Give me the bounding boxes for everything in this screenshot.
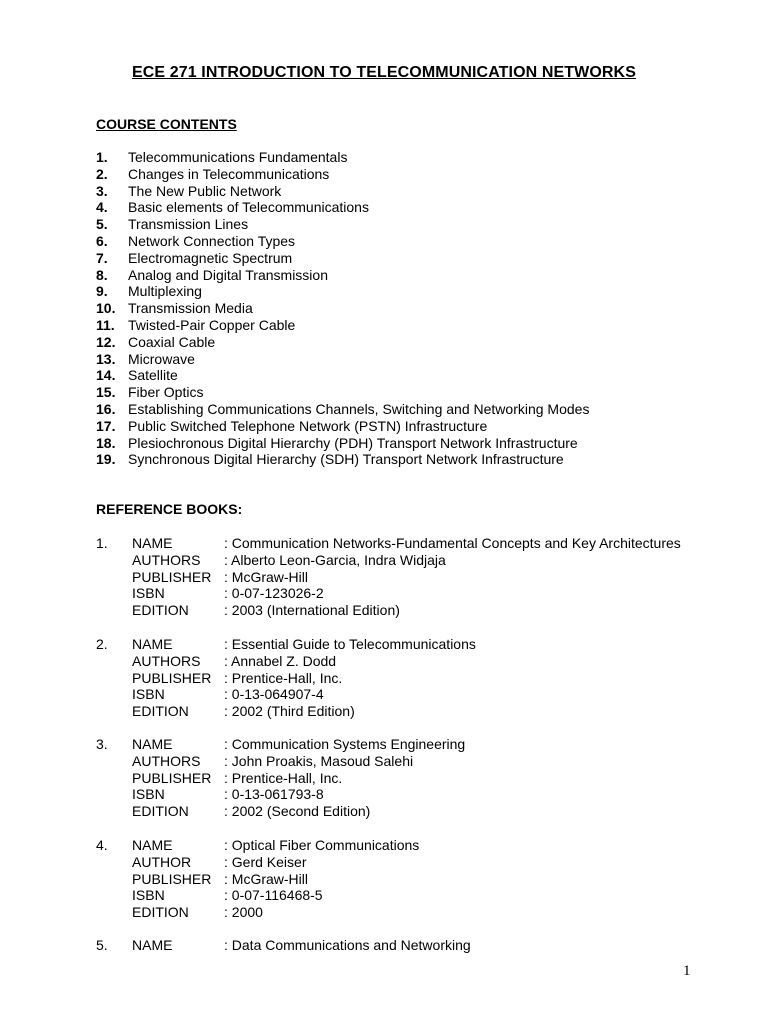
contents-item-text: Changes in Telecommunications <box>128 165 330 182</box>
book-field-value: : Gerd Keiser <box>224 853 307 870</box>
contents-item-text: Basic elements of Telecommunications <box>128 199 369 216</box>
contents-item-text: Satellite <box>128 367 178 384</box>
contents-item-number: 1. <box>96 149 108 165</box>
contents-item <box>96 418 589 435</box>
contents-item-number: 6. <box>96 232 108 249</box>
contents-item <box>96 367 589 384</box>
contents-item-text: Twisted-Pair Copper Cable <box>128 316 296 333</box>
contents-item-text: Telecommunications Fundamentals <box>128 149 348 165</box>
contents-item <box>96 300 589 317</box>
contents-item-text: Coaxial Cable <box>128 333 216 350</box>
book-field-key: EDITION <box>132 602 189 619</box>
book-field-key: AUTHOR <box>132 853 192 870</box>
contents-item-number: 7. <box>96 249 108 266</box>
reference-books-heading: REFERENCE BOOKS: <box>96 501 243 517</box>
contents-item-number: 17. <box>96 417 116 434</box>
book-field-value: : Prentice-Hall, Inc. <box>224 669 343 686</box>
book-field-value: : McGraw-Hill <box>224 568 308 585</box>
contents-item-text: Microwave <box>128 350 195 367</box>
book-field-value: : 2002 (Second Edition) <box>224 803 371 820</box>
contents-item-text: Transmission Media <box>128 300 253 317</box>
book-field-value: : John Proakis, Masoud Salehi <box>224 752 414 769</box>
contents-item-number: 3. <box>96 182 108 199</box>
book-field-value: : Communication Systems Engineering <box>224 736 466 752</box>
book-field-key: ISBN <box>132 887 165 904</box>
page-number: 1 <box>683 963 691 979</box>
book-index: 5. <box>96 937 108 953</box>
contents-item-text: Analog and Digital Transmission <box>128 266 328 283</box>
book-field-key: PUBLISHER <box>132 568 212 585</box>
contents-item-number: 2. <box>96 165 108 182</box>
contents-item-number: 8. <box>96 266 108 283</box>
contents-item <box>96 334 589 351</box>
contents-item <box>96 233 589 250</box>
book-field-value: : 0-13-064907-4 <box>224 686 324 703</box>
book-field-key: ISBN <box>132 686 165 703</box>
contents-item-number: 16. <box>96 400 116 417</box>
book-index: 1. <box>96 535 108 551</box>
book-field-key: PUBLISHER <box>132 669 212 686</box>
book-field-key: ISBN <box>132 585 165 602</box>
book-field-value: : Data Communications and Networking <box>224 937 471 953</box>
contents-item <box>96 451 589 468</box>
contents-item <box>96 351 589 368</box>
contents-item <box>96 435 589 452</box>
contents-item-number: 19. <box>96 451 116 468</box>
contents-item <box>96 384 589 401</box>
contents-item <box>96 216 589 233</box>
book-field-value: : McGraw-Hill <box>224 870 308 887</box>
book-field-value: : Essential Guide to Telecommunications <box>224 636 476 652</box>
book-field-key: NAME <box>132 937 173 953</box>
book-field-value: : 2000 <box>224 904 263 921</box>
contents-item-text: Network Connection Types <box>128 232 296 249</box>
book-field-value: : Communication Networks-Fundamental Concepts and Key Architectures <box>224 535 681 551</box>
book-index: 3. <box>96 736 108 752</box>
book-field-value: : 2002 (Third Edition) <box>224 703 355 720</box>
contents-item <box>96 166 589 183</box>
page-title: ECE 271 INTRODUCTION TO TELECOMMUNICATION NETWORKS <box>132 64 636 81</box>
contents-item-text: The New Public Network <box>128 182 282 199</box>
contents-item-text: Plesiochronous Digital Hierarchy (PDH) Transport Network Infrastructure <box>128 434 578 451</box>
contents-item-text: Fiber Optics <box>128 384 204 401</box>
contents-item-text: Multiplexing <box>128 283 202 300</box>
book-field-value: : Alberto Leon-Garcia, Indra Widjaja <box>224 551 446 568</box>
book-field-key: EDITION <box>132 703 189 720</box>
contents-item <box>96 317 589 334</box>
book-field-value: : Optical Fiber Communications <box>224 837 420 853</box>
contents-item-text: Public Switched Telephone Network (PSTN) Infrastructure <box>128 417 488 434</box>
book-field-key: AUTHORS <box>132 652 201 669</box>
contents-item <box>96 199 589 216</box>
book-field-key: NAME <box>132 837 173 853</box>
contents-item <box>96 283 589 300</box>
contents-item-number: 14. <box>96 367 116 384</box>
book-field-value: : 0-13-061793-8 <box>224 786 324 803</box>
contents-item-text: Establishing Communications Channels, Switching and Networking Modes <box>128 400 590 417</box>
contents-item-number: 13. <box>96 350 116 367</box>
book-field-value: : Prentice-Hall, Inc. <box>224 769 343 786</box>
course-contents-list <box>96 149 589 468</box>
book-field-key: AUTHORS <box>132 752 201 769</box>
book-field-key: NAME <box>132 636 173 652</box>
contents-item <box>96 250 589 267</box>
book-field-key: PUBLISHER <box>132 769 212 786</box>
book-field-key: ISBN <box>132 786 165 803</box>
contents-item-number: 10. <box>96 300 116 317</box>
contents-item-text: Synchronous Digital Hierarchy (SDH) Transport Network Infrastructure <box>128 451 564 468</box>
contents-item <box>96 267 589 284</box>
book-index: 2. <box>96 636 108 652</box>
contents-item <box>96 149 589 166</box>
book-field-value: : 2003 (International Edition) <box>224 602 400 619</box>
contents-item-text: Electromagnetic Spectrum <box>128 249 293 266</box>
contents-item-number: 5. <box>96 216 108 233</box>
book-field-key: AUTHORS <box>132 551 201 568</box>
contents-item-number: 15. <box>96 384 116 401</box>
book-field-value: : 0-07-116468-5 <box>224 887 323 904</box>
contents-item-number: 4. <box>96 199 108 216</box>
contents-item-number: 9. <box>96 283 108 300</box>
book-index: 4. <box>96 837 108 853</box>
book-field-key: EDITION <box>132 803 189 820</box>
contents-item-number: 18. <box>96 434 116 451</box>
book-field-key: PUBLISHER <box>132 870 212 887</box>
contents-item <box>96 183 589 200</box>
book-field-key: NAME <box>132 736 173 752</box>
book-field-value: : Annabel Z. Dodd <box>224 652 337 669</box>
contents-item-text: Transmission Lines <box>128 216 249 233</box>
course-contents-heading: COURSE CONTENTS <box>96 116 237 132</box>
book-field-key: EDITION <box>132 904 189 921</box>
contents-item-number: 11. <box>96 316 115 333</box>
contents-item <box>96 401 589 418</box>
contents-item-number: 12. <box>96 333 116 350</box>
book-field-key: NAME <box>132 535 173 551</box>
book-field-value: : 0-07-123026-2 <box>224 585 324 602</box>
